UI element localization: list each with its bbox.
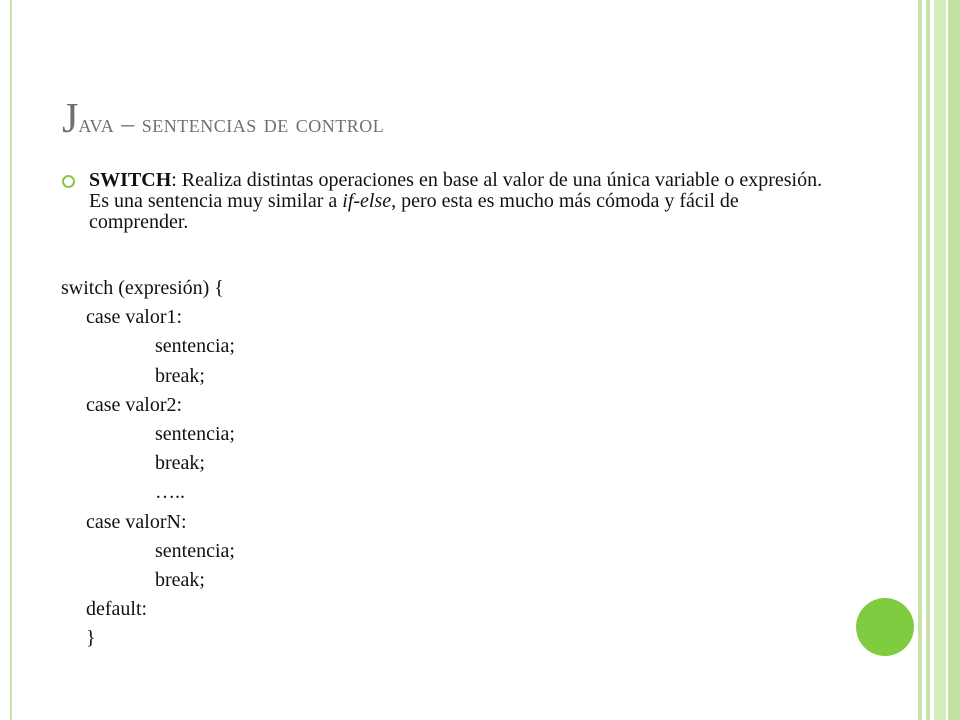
code-line: default:: [86, 598, 148, 621]
switch-description: [89, 170, 829, 233]
code-line: sentencia;: [155, 335, 235, 358]
code-line: case valorN:: [86, 510, 187, 533]
code-line: …..: [155, 481, 185, 504]
title-rest: ava – sentencias de control: [78, 109, 385, 138]
left-frame-line: [10, 0, 12, 720]
description-text-1: : Realiza distintas operaciones en base al valor de una única variable o expresión. Es una sentencia muy similar a: [89, 169, 823, 212]
bullet-circle-icon: [62, 175, 75, 188]
code-line: sentencia;: [155, 422, 235, 445]
if-else-term: if-else: [342, 190, 392, 212]
code-line: case valor2:: [86, 393, 183, 416]
switch-code-block: [61, 274, 235, 653]
code-line: switch (expresión) {: [61, 277, 224, 299]
code-line: }: [86, 627, 96, 650]
code-line: sentencia;: [155, 539, 235, 562]
slide-title: [62, 98, 384, 145]
code-line: break;: [155, 364, 205, 387]
decorative-green-circle: [856, 598, 914, 656]
code-line: case valor1:: [86, 306, 183, 329]
description-text-2: , pero esta es mucho más cómoda y fácil de comprender.: [89, 190, 739, 233]
switch-keyword: SWITCH: [89, 169, 172, 191]
title-lead: J: [62, 96, 79, 142]
code-line: break;: [155, 568, 205, 591]
code-line: break;: [155, 452, 205, 475]
